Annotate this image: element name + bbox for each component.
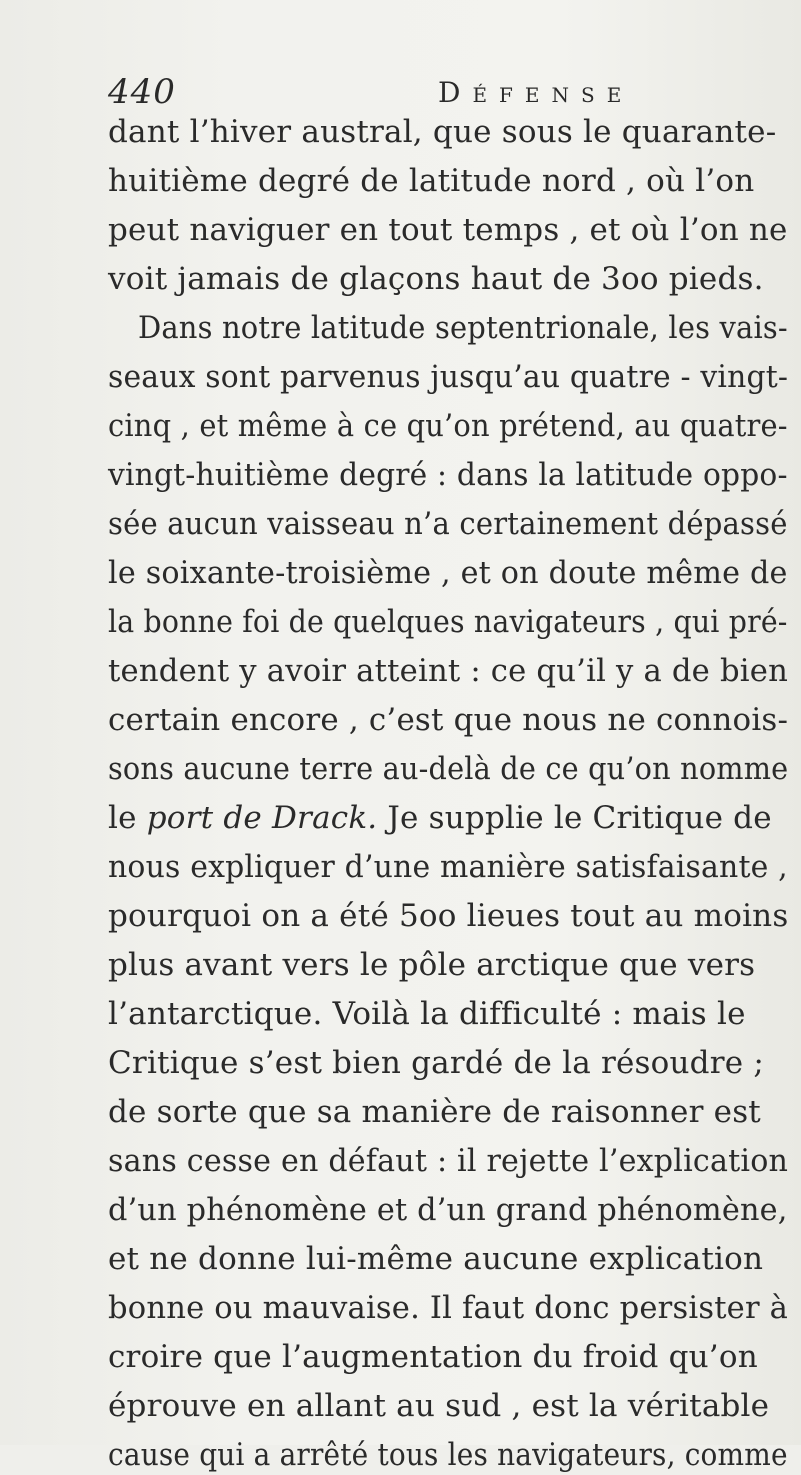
text-line: dant l’hiver austral, que sous le quarante- (108, 114, 777, 150)
text-line: huitième degré de latitude nord , où l’on (108, 163, 755, 199)
text-line: croire que l’augmentation du froid qu’on (108, 1339, 758, 1375)
text-line: cinq , et même à ce qu’on prétend, au quatre- (108, 408, 788, 444)
text-line: seaux sont parvenus jusqu’au quatre - vingt- (108, 359, 789, 395)
text-line: la bonne foi de quelques navigateurs , qui pré- (108, 604, 788, 640)
text-line: vingt-huitième degré : dans la latitude oppo- (108, 457, 788, 493)
text-line (108, 798, 772, 838)
text-line: peut naviguer en tout temps , et où l’on ne (108, 212, 788, 248)
text-line: pourquoi on a été 5oo lieues tout au moins (108, 898, 789, 934)
text-line: d’un phénomène et d’un grand phénomène, (108, 1192, 788, 1228)
text-line: Critique s’est bien gardé de la résoudre ; (108, 1045, 764, 1081)
text-line: de sorte que sa manière de raisonner est (108, 1094, 761, 1130)
page-number: 440 (108, 72, 176, 112)
text-line: sée aucun vaisseau n’a certainement dépassé (108, 506, 788, 542)
text-line: sons aucune terre au-delà de ce qu’on nomme (108, 751, 789, 787)
running-head: Défense (438, 76, 634, 109)
text-line: plus avant vers le pôle arctique que vers (108, 947, 756, 983)
text-segment: Je supplie le Critique de (377, 800, 772, 836)
text-line: Dans notre latitude septentrionale, les vais- (138, 310, 788, 346)
italic-place-name: port de Drack. (146, 800, 378, 836)
text-line: cause qui a arrêté tous les navigateurs, comme (108, 1437, 788, 1473)
text-line: certain encore , c’est que nous ne connois- (108, 702, 789, 738)
text-line: éprouve en allant au sud , est la véritable (108, 1388, 770, 1424)
text-line: voit jamais de glaçons haut de 3oo pieds. (108, 261, 764, 297)
text-line: bonne ou mauvaise. Il faut donc persister à (108, 1290, 789, 1326)
text-line: nous expliquer d’une manière satisfaisante , (108, 849, 788, 885)
text-line: sans cesse en défaut : il rejette l’explication (108, 1143, 789, 1179)
text-line: tendent y avoir atteint : ce qu’il y a de bien (108, 653, 789, 689)
text-line: le soixante-troisième , et on doute même de (108, 555, 788, 591)
text-segment: le (108, 800, 147, 836)
text-line: l’antarctique. Voilà la difficulté : mais le (108, 996, 746, 1032)
text-line: et ne donne lui-même aucune explication (108, 1241, 764, 1277)
